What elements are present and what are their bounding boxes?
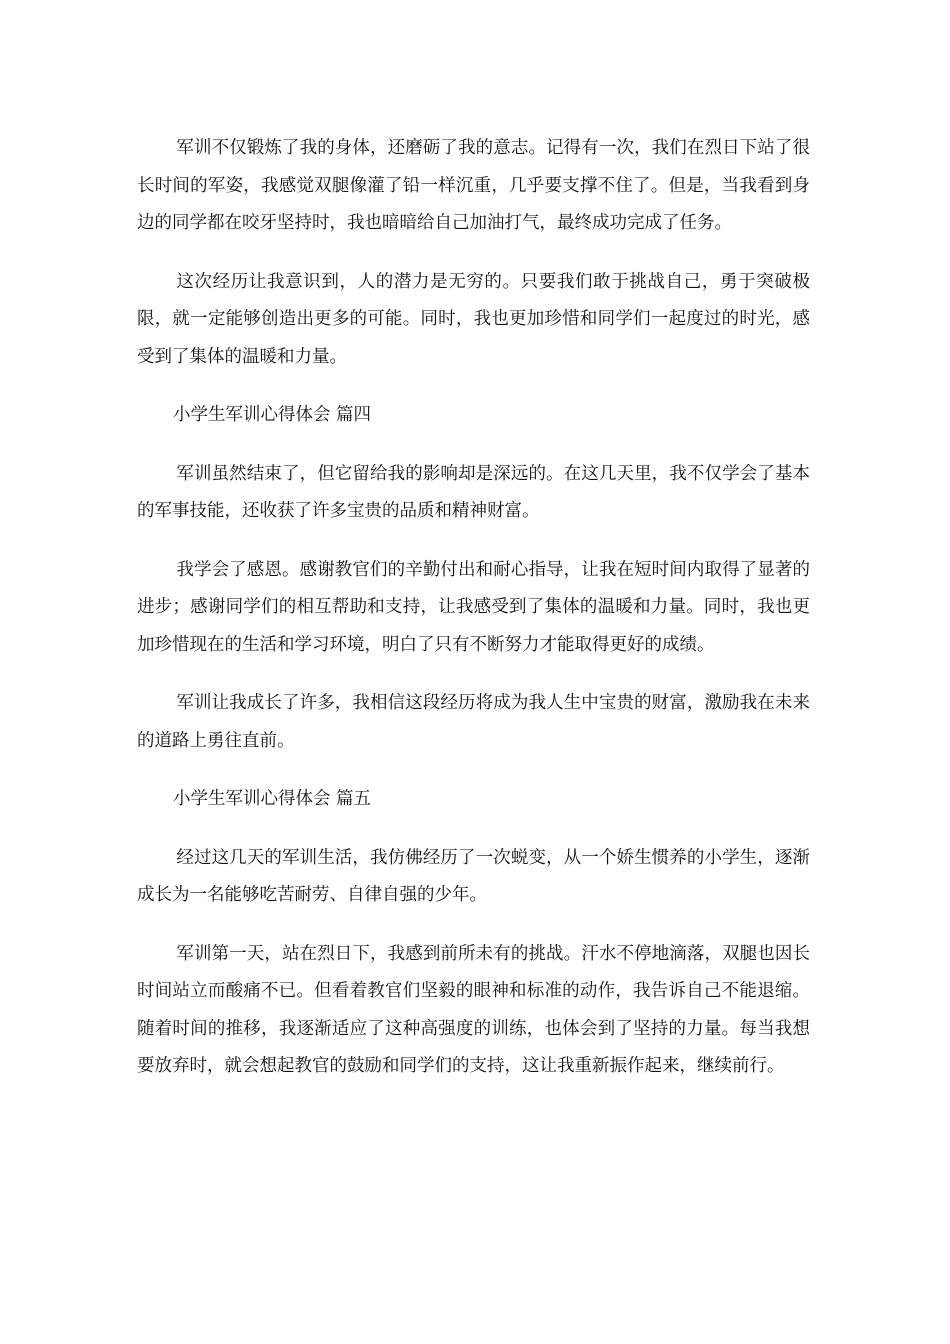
paragraph-7: 军训第一天，站在烈日下，我感到前所未有的挑战。汗水不停地滴落，双腿也因长时间站立而酸痛不已。但看着教官们坚毅的眼神和标准的动作，我告诉自己不能退缩。随着时间的推移，我逐渐适应了这种高强度的训练，也体会到了坚持的力量。每当我想要放弃时，就会想起教官的鼓励和同学们的支持，这让我重新振作起来，继续前行。 (137, 943, 810, 1076)
paragraph-3: 军训虽然结束了，但它留给我的影响却是深远的。在这几天里，我不仅学会了基本的军事技能，还收获了许多宝贵的品质和精神财富。 (137, 463, 810, 521)
paragraph-5: 军训让我成长了许多，我相信这段经历将成为我人生中宝贵的财富，激励我在未来的道路上勇往直前。 (137, 693, 810, 751)
document-body (137, 130, 810, 1107)
section-heading-5: 小学生军训心得体会 篇五 (173, 789, 372, 809)
paragraph-2: 这次经历让我意识到，人的潜力是无穷的。只要我们敢于挑战自己，勇于突破极限，就一定能够创造出更多的可能。同时，我也更加珍惜和同学们一起度过的时光，感受到了集体的温暖和力量。 (137, 271, 810, 367)
paragraph-4: 我学会了感恩。感谢教官们的辛勤付出和耐心指导，让我在短时间内取得了显著的进步；感谢同学们的相互帮助和支持，让我感受到了集体的温暖和力量。同时，我也更加珍惜现在的生活和学习环境，明白了只有不断努力才能取得更好的成绩。 (137, 559, 810, 655)
section-heading-4: 小学生军训心得体会 篇四 (173, 405, 372, 425)
paragraph-6: 经过这几天的军训生活，我仿佛经历了一次蜕变，从一个娇生惯养的小学生，逐渐成长为一名能够吃苦耐劳、自律自强的少年。 (137, 847, 810, 905)
paragraph-1: 军训不仅锻炼了我的身体，还磨砺了我的意志。记得有一次，我们在烈日下站了很长时间的军姿，我感觉双腿像灌了铅一样沉重，几乎要支撑不住了。但是，当我看到身边的同学都在咬牙坚持时，我也暗暗给自己加油打气，最终成功完成了任务。 (137, 138, 810, 233)
